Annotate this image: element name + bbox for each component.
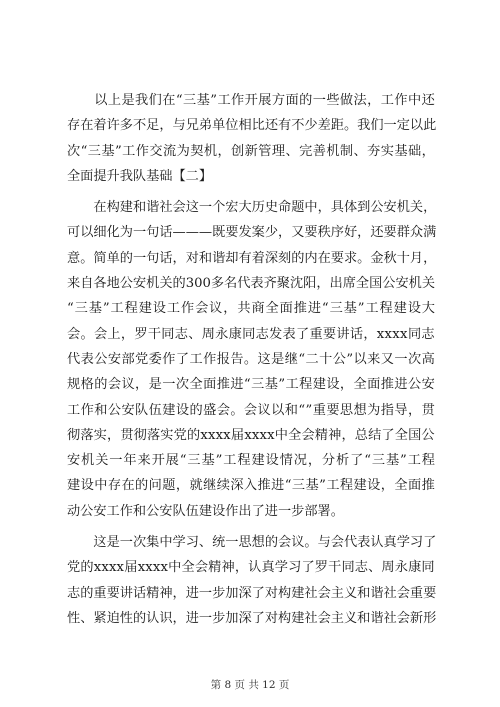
text-line: 彻 落 实 ， 贯 彻 落 实 党 的 x x x x 届 x x x x 中 全 会 精 神 ， 总 结 了 全 国 公 (67, 427, 435, 443)
paragraph (67, 88, 435, 189)
text-line: 来 自 各 地 公 安 机 关 的 3 0 0 多 名 代 表 齐 聚 沈 阳 ， 出 席 全 国 公 安 机 关 (67, 276, 436, 292)
text-line: 安 机 关 一 年 来 开 展 “ 三 基 ” 工 程 建 设 情 况 ， 分 析 了 “ 三 基 ” 工 程 (67, 453, 435, 469)
text-line: 可 以 细 化 为 一 句 话 — — — 既 要 发 案 少 ， 又 要 秩 序 好 ， 还 要 群 众 满 (67, 225, 437, 241)
text-line: 性 、 紧 迫 性 的 认 识 ， 进 一 步 加 深 了 对 构 建 社 会 主 义 和 谐 社 会 新 形 (67, 610, 437, 626)
text-line: 工 作 和 公 安 队 伍 建 设 的 盛 会 。 会 议 以 和 “ ” 重 要 思 想 为 指 导 ， 贯 (67, 402, 435, 418)
text-line: 全面提升我队基础【二】 (67, 168, 213, 184)
paragraph (67, 195, 435, 524)
text-line: 规 格 的 会 议 ， 是 一 次 全 面 推 进 “ 三 基 ” 工 程 建 设 ， 全 面 推 进 公 安 (67, 377, 435, 393)
text-line: 在 构 建 和 谐 社 会 这 一 个 宏 大 历 史 命 题 中 ， 具 体 到 公 安 机 关 ， (93, 200, 437, 216)
text-line: 这 是 一 次 集 中 学 习 、 统 一 思 想 的 会 议 。 与 会 代 表 认 真 学 习 了 (93, 535, 437, 551)
text-line: 次 “ 三 基 ” 工 作 交 流 为 契 机 ， 创 新 管 理 、 完 善 机 制 、 夯 实 基 础 ， (67, 143, 435, 159)
text-line: 以 上 是 我 们 在 “ 三 基 ” 工 作 开 展 方 面 的 一 些 做 法 ， 工 作 中 还 (94, 93, 435, 108)
page-footer: 第 8 页 共 12 页 (210, 679, 290, 691)
text-line: 动公安工作和公安队伍建设作出了进一步部署。 (67, 503, 344, 519)
paragraph (67, 530, 435, 631)
text-line: 建 设 中 存 在 的 问 题 ， 就 继 续 深 入 推 进 “ 三 基 ” 工 程 建 设 ， 全 面 推 (67, 478, 435, 494)
body-text (67, 88, 435, 631)
text-line: 党 的 x x x x 届 x x x x 中 全 会 精 神 ， 认 真 学 习 了 罗 干 同 志 、 周 永 康 同 (67, 560, 435, 576)
text-line: 志 的 重 要 讲 话 精 神 ， 进 一 步 加 深 了 对 构 建 社 会 主 义 和 谐 社 会 重 要 (67, 585, 437, 601)
text-line: 意 。 简 单 的 一 句 话 ， 对 和 谐 却 有 着 深 刻 的 内 在 要 求 。 金 秋 十 月 ， (67, 250, 437, 266)
text-line: “ 三 基 ” 工 程 建 设 工 作 会 议 ， 共 商 全 面 推 进 “ 三 基 ” 工 程 建 设 大 (67, 301, 435, 317)
text-line: 存 在 着 许 多 不 足 ， 与 兄 弟 单 位 相 比 还 有 不 少 差 距 。 我 们 一 定 以 此 (67, 118, 437, 134)
text-line: 会 。 会 上 ， 罗 干 同 志 、 周 永 康 同 志 发 表 了 重 要 讲 话 ， x x x x 同 志 (67, 326, 435, 342)
text-line: 代 表 公 安 部 党 委 作 了 工 作 报 告 。 这 是 继 “ 二 十 公 ” 以 来 又 一 次 高 (67, 351, 435, 367)
